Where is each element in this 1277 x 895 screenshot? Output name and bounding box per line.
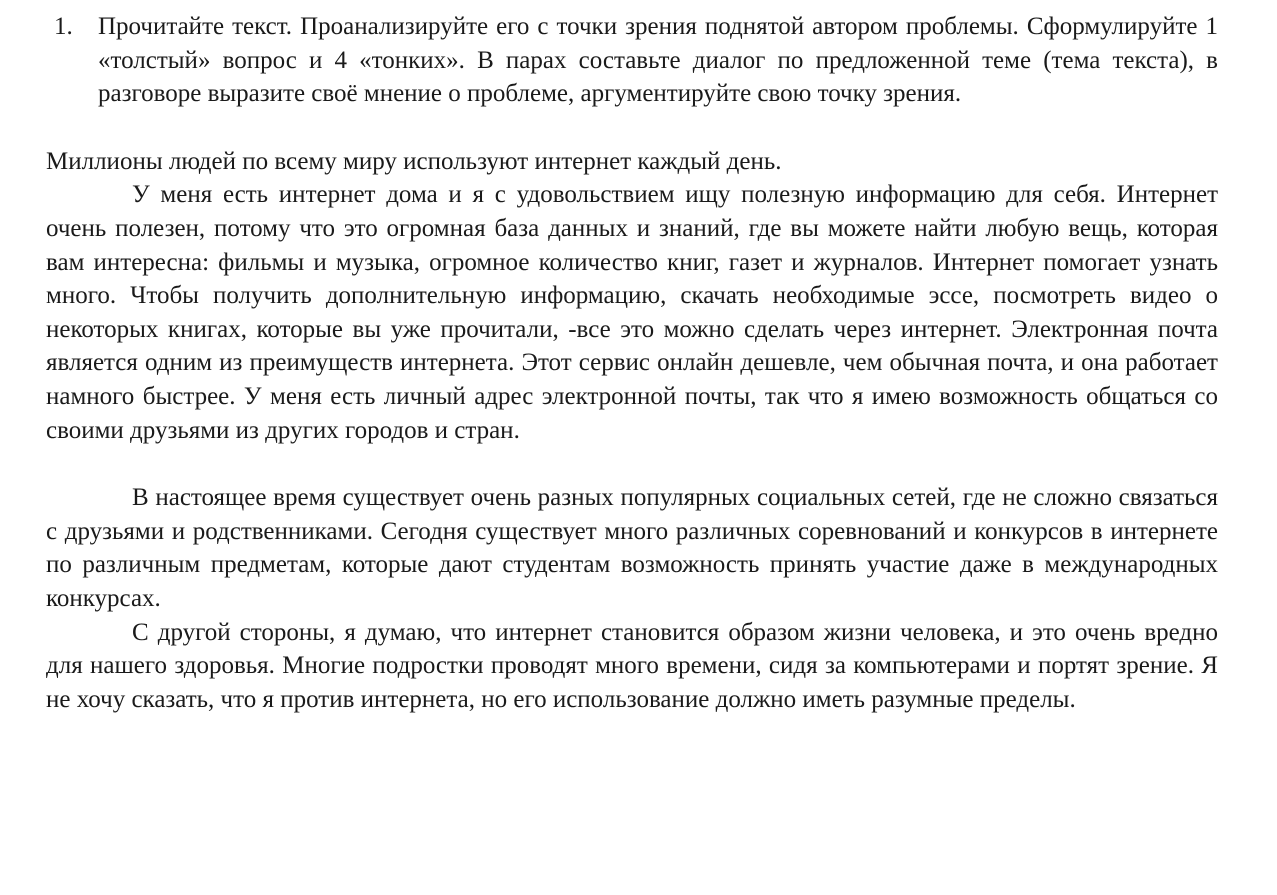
text-paragraph-intro: Миллионы людей по всему миру используют интернет каждый день.: [46, 147, 782, 175]
spacer: [46, 111, 1218, 145]
text-paragraph-internet-at-home: У меня есть интернет дома и я с удовольствием ищу полезную информацию для себя. Интернет очень полезен, потому что это огромная база данных и знаний, где вы можете найти любую вещь, которая вам интересна: фильмы и музыка, огромное количество книг, газет и журналов. Интернет помогает узнать много. Чтобы получить дополнительную информацию, скачать необходимые эссе, посмотреть видео о некоторых книгах, которые вы уже прочитали, -все это можно сделать через интернет. Электронная почта является одним из преимуществ интернета. Этот сервис онлайн дешевле, чем обычная почта, и она работает намного быстрее. У меня есть личный адрес электронной почты, так что я имею возможность общаться со своими друзьями из других городов и стран.: [46, 181, 1218, 444]
task-instruction: [46, 10, 1218, 111]
text-paragraph-other-side: С другой стороны, я думаю, что интернет становится образом жизни человека, и это очень вредно для нашего здоровья. Многие подростки проводят много времени, сидя за компьютерами и портят зрение. Я не хочу сказать, что я против интернета, но его использование должно иметь разумные пределы.: [46, 618, 1218, 713]
task-text: Прочитайте текст. Проанализируйте его с точки зрения поднятой автором проблемы. Сформулируйте 1 «толстый» вопрос и 4 «тонких». В парах составьте диалог по предложенной теме (тема текста), в разговоре выразите своё мнение о проблеме, аргументируйте свою точку зрения.: [98, 13, 1218, 108]
spacer: [46, 447, 1218, 481]
task-number: 1.: [54, 13, 73, 40]
text-paragraph-social-networks: В настоящее время существует очень разных популярных социальных сетей, где не сложно связаться с друзьями и родственниками. Сегодня существует много различных соревнований и конкурсов в интернете по различным предметам, которые дают студентам возможность принять участие даже в международных конкурсах.: [46, 484, 1218, 612]
